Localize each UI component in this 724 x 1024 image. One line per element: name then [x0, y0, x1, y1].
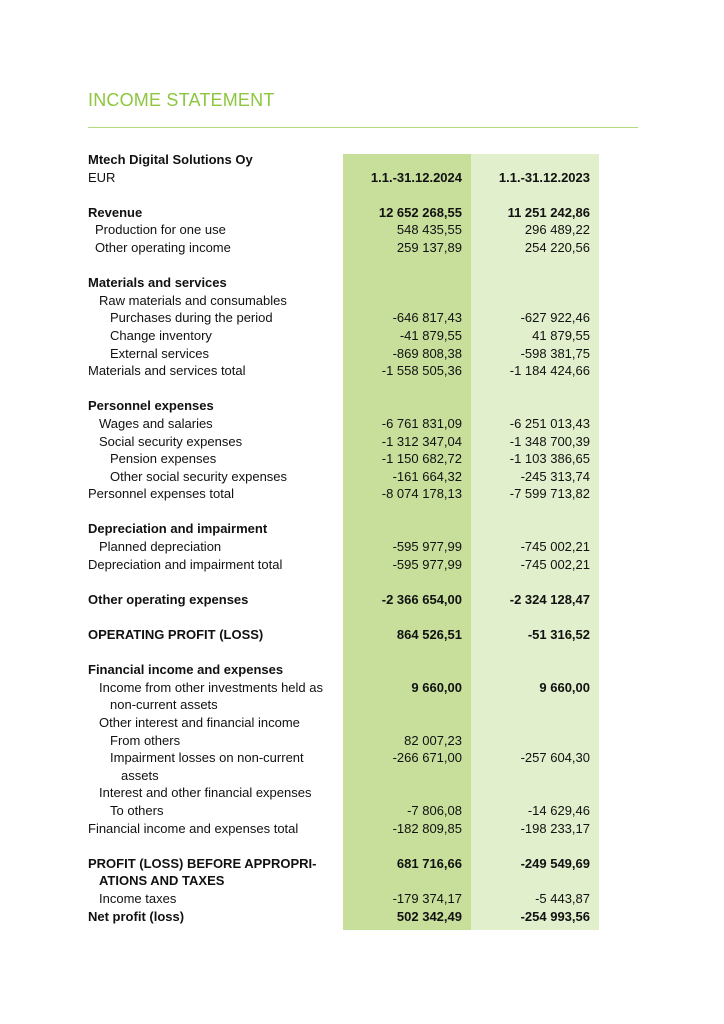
header-2024: 1.1.-31.12.2024 [370, 169, 462, 185]
table-row [88, 626, 600, 644]
table-row [88, 732, 600, 750]
row-label: Net profit (loss) [88, 908, 185, 924]
table-row [88, 767, 600, 785]
value-2024: -7 806,08 [407, 802, 462, 818]
table-row [88, 468, 600, 486]
value-2024: 82 007,23 [404, 732, 462, 748]
value-2024: -41 879,55 [399, 327, 462, 343]
value-2023: -51 316,52 [527, 627, 590, 643]
row-label: Social security expenses [99, 433, 243, 449]
value-2024: -646 817,43 [392, 310, 462, 326]
table-row [88, 890, 600, 908]
value-2023: -254 993,56 [520, 908, 590, 924]
currency-label: EUR [88, 169, 116, 185]
value-2023: -14 629,46 [527, 802, 590, 818]
value-2024: 681 716,66 [396, 855, 462, 871]
row-label: Raw materials and consumables [99, 292, 287, 308]
table-row [88, 257, 600, 275]
table-row [88, 644, 600, 662]
table-row [88, 380, 600, 398]
table-row [88, 415, 600, 433]
row-label: Financial income and expenses total [88, 820, 299, 836]
value-2024: 502 342,49 [396, 908, 462, 924]
table-row [88, 802, 600, 820]
row-label: Depreciation and impairment total [88, 556, 283, 572]
value-2024: -266 671,00 [392, 750, 462, 766]
value-2023: 296 489,22 [524, 222, 590, 238]
row-label: Revenue [88, 204, 143, 220]
value-2023: -2 324 128,47 [509, 591, 590, 607]
table-row [88, 556, 600, 574]
value-2023: 11 251 242,86 [507, 204, 590, 220]
value-2024: -869 808,38 [392, 345, 462, 361]
table-row [88, 433, 600, 451]
value-2023: -745 002,21 [520, 539, 590, 555]
value-2024: 864 526,51 [396, 627, 462, 643]
table-row [88, 239, 600, 257]
row-label: non-current assets [110, 697, 218, 713]
table-row [88, 503, 600, 521]
table-row [88, 749, 600, 767]
table-row [88, 204, 600, 222]
value-2023: -1 103 386,65 [509, 451, 590, 467]
value-2023: -1 184 424,66 [509, 363, 590, 379]
table-row [88, 872, 600, 890]
value-2024: 9 660,00 [411, 679, 462, 695]
table-row [88, 309, 600, 327]
table-row [88, 221, 600, 239]
row-label: Change inventory [110, 327, 212, 343]
company-name: Mtech Digital Solutions Oy [88, 152, 253, 167]
value-2024: -1 558 505,36 [381, 363, 462, 379]
table-row [88, 274, 600, 292]
page-title: INCOME STATEMENT [88, 90, 275, 110]
table-row [88, 538, 600, 556]
row-label: Production for one use [95, 222, 226, 238]
table-row [88, 855, 600, 873]
table-row [88, 520, 600, 538]
row-label: Interest and other financial expenses [99, 785, 312, 801]
row-label: Other social security expenses [110, 468, 288, 484]
table-row [88, 327, 600, 345]
value-2023: -245 313,74 [520, 468, 590, 484]
row-label: Depreciation and impairment [88, 521, 268, 537]
value-2024: -595 977,99 [392, 556, 462, 572]
table-row [88, 714, 600, 732]
row-label: Planned depreciation [99, 539, 222, 555]
row-label: Pension expenses [110, 451, 217, 467]
row-label: Impairment losses on non-current [110, 750, 304, 766]
value-2024: 12 652 268,55 [378, 204, 462, 220]
header-row [88, 169, 600, 187]
table-row [88, 661, 600, 679]
value-2024: 548 435,55 [396, 222, 462, 238]
value-2023: -6 251 013,43 [509, 415, 590, 431]
value-2023: -249 549,69 [520, 855, 590, 871]
row-label: OPERATING PROFIT (LOSS) [88, 627, 264, 643]
value-2024: -182 809,85 [392, 820, 462, 836]
table-row [88, 362, 600, 380]
row-label: To others [110, 802, 164, 818]
row-label: External services [110, 345, 209, 361]
row-label: Purchases during the period [110, 310, 273, 326]
spacer-row [88, 186, 600, 204]
row-label: PROFIT (LOSS) BEFORE APPROPRI- [88, 855, 317, 871]
table-row [88, 591, 600, 609]
row-label: Other operating expenses [88, 591, 249, 607]
value-2023: 254 220,56 [524, 239, 590, 255]
table-row [88, 292, 600, 310]
value-2023: -745 002,21 [520, 556, 590, 572]
row-label: ATIONS AND TAXES [99, 873, 225, 889]
value-2023: -7 599 713,82 [509, 486, 590, 502]
row-label: assets [121, 767, 159, 783]
value-2023: 41 879,55 [532, 327, 590, 343]
value-2024: -2 366 654,00 [381, 591, 462, 607]
row-label: Income taxes [99, 890, 177, 906]
header-2023: 1.1.-31.12.2023 [498, 169, 590, 185]
table-row [88, 397, 600, 415]
table-row [88, 820, 600, 838]
table-row [88, 573, 600, 591]
row-label: From others [110, 732, 181, 748]
value-2024: -6 761 831,09 [381, 415, 462, 431]
table-row [88, 608, 600, 626]
value-2024: -161 664,32 [392, 468, 462, 484]
table-row [88, 485, 600, 503]
income-statement-table [88, 151, 600, 925]
table-row [88, 679, 600, 697]
value-2023: -598 381,75 [520, 345, 590, 361]
table-row [88, 345, 600, 363]
statement-rows [88, 204, 600, 925]
table-row [88, 837, 600, 855]
row-label: Personnel expenses [88, 398, 214, 414]
title-divider [88, 127, 638, 128]
table-row [88, 696, 600, 714]
value-2023: -198 233,17 [520, 820, 590, 836]
value-2023: -1 348 700,39 [509, 433, 590, 449]
row-label: Personnel expenses total [88, 486, 234, 502]
table-row [88, 908, 600, 926]
row-label: Other interest and financial income [99, 715, 300, 730]
value-2023: -257 604,30 [520, 750, 590, 766]
row-label: Financial income and expenses [88, 662, 284, 678]
value-2024: 259 137,89 [396, 239, 462, 255]
row-label: Other operating income [95, 239, 231, 255]
table-row [88, 450, 600, 468]
row-label: Wages and salaries [99, 415, 213, 431]
value-2024: -8 074 178,13 [381, 486, 462, 502]
value-2024: -595 977,99 [392, 539, 462, 555]
row-label: Materials and services total [88, 363, 246, 379]
row-label: Materials and services [88, 275, 227, 291]
value-2023: -627 922,46 [520, 310, 590, 326]
value-2023: 9 660,00 [539, 679, 590, 695]
table-row [88, 784, 600, 802]
value-2024: -179 374,17 [392, 890, 462, 906]
row-label: Income from other investments held as [99, 679, 323, 695]
value-2023: -5 443,87 [535, 890, 590, 906]
value-2024: -1 150 682,72 [381, 451, 462, 467]
company-row [88, 151, 600, 169]
value-2024: -1 312 347,04 [381, 433, 462, 449]
